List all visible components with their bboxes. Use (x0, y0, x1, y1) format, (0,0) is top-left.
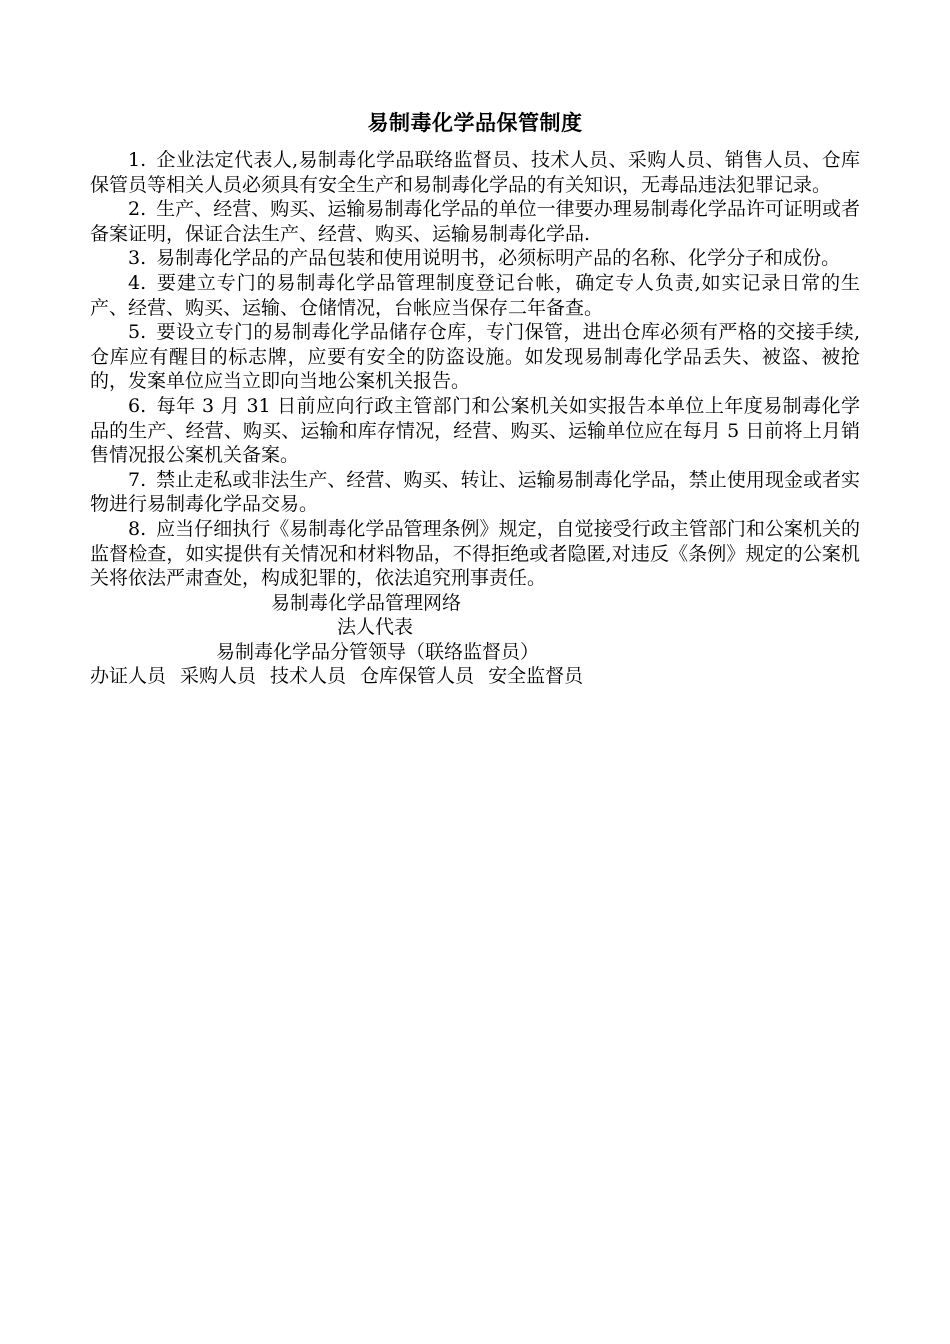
rules-list (90, 148, 860, 591)
rule-item (90, 148, 860, 197)
staff-item: 仓库保管人员 (360, 665, 475, 688)
rule-item (90, 468, 860, 517)
legal-representative: 法人代表 (337, 616, 414, 639)
rule-text: 易制毒化学品的产品包装和使用说明书，必须标明产品的名称、化学分子和成份。 (156, 247, 841, 270)
rule-number: 8. (128, 517, 147, 540)
rule-text: 要建立专门的易制毒化学品管理制度登记台帐，确定专人负责,如实记录日常的生产、经营、购买、运输、仓储情况，台帐应当保存二年备查。 (90, 271, 860, 319)
rule-number: 2. (128, 198, 147, 221)
rule-text: 要设立专门的易制毒化学品储存仓库，专门保管，进出仓库必须有严格的交接手续,仓库应有醒目的标志牌，应要有安全的防盗设施。如发现易制毒化学品丢失、被盗、被抢的，发案单位应当立即向当地公案机关报告。 (90, 321, 860, 393)
rule-number: 1. (128, 149, 147, 171)
rule-number: 7. (128, 468, 147, 491)
rule-item (90, 320, 860, 394)
rule-number: 6. (128, 394, 147, 417)
staff-item: 办证人员 (90, 665, 167, 688)
rule-text: 生产、经营、购买、运输易制毒化学品的单位一律要办理易制毒化学品许可证明或者备案证明，保证合法生产、经营、购买、运输易制毒化学品. (90, 198, 860, 245)
supervising-leader: 易制毒化学品分管领导（联络监督员） (216, 640, 540, 663)
document-page (90, 106, 860, 689)
rule-number: 3. (128, 247, 147, 270)
management-network (90, 591, 860, 689)
rule-number: 5. (128, 321, 147, 344)
rule-text: 每年 3 月 31 日前应向行政主管部门和公案机关如实报告本单位上年度易制毒化学品的生产、经营、购买、运输和库存情况，经营、购买、运输单位应在每月 5 日前将上月销售情况报公案机关备案。 (90, 394, 860, 467)
document-title: 易制毒化学品保管制度 (367, 111, 583, 135)
rule-item (90, 246, 860, 271)
rule-text: 应当仔细执行《易制毒化学品管理条例》规定，自觉接受行政主管部门和公案机关的监督检查，如实提供有关情况和材料物品，不得拒绝或者隐匿,对违反《条例》规定的公案机关将依法严肃查处，构成犯罪的，依法追究刑事责任。 (90, 517, 860, 590)
rule-item (90, 197, 860, 246)
rule-item (90, 271, 860, 320)
rule-item (90, 394, 860, 468)
staff-item: 采购人员 (180, 665, 257, 688)
rule-text: 企业法定代表人,易制毒化学品联络监督员、技术人员、采购人员、销售人员、仓库保管员等相关人员必须具有安全生产和易制毒化学品的有关知识，无毒品违法犯罪记录。 (90, 149, 860, 196)
rule-number: 4. (128, 271, 147, 294)
staff-row (90, 664, 860, 689)
staff-item: 安全监督员 (488, 665, 584, 688)
staff-item: 技术人员 (270, 665, 347, 688)
rule-text: 禁止走私或非法生产、经营、购买、转让、运输易制毒化学品，禁止使用现金或者实物进行易制毒化学品交易。 (90, 468, 860, 516)
network-title: 易制毒化学品管理网络 (271, 591, 462, 614)
rule-item (90, 517, 860, 591)
